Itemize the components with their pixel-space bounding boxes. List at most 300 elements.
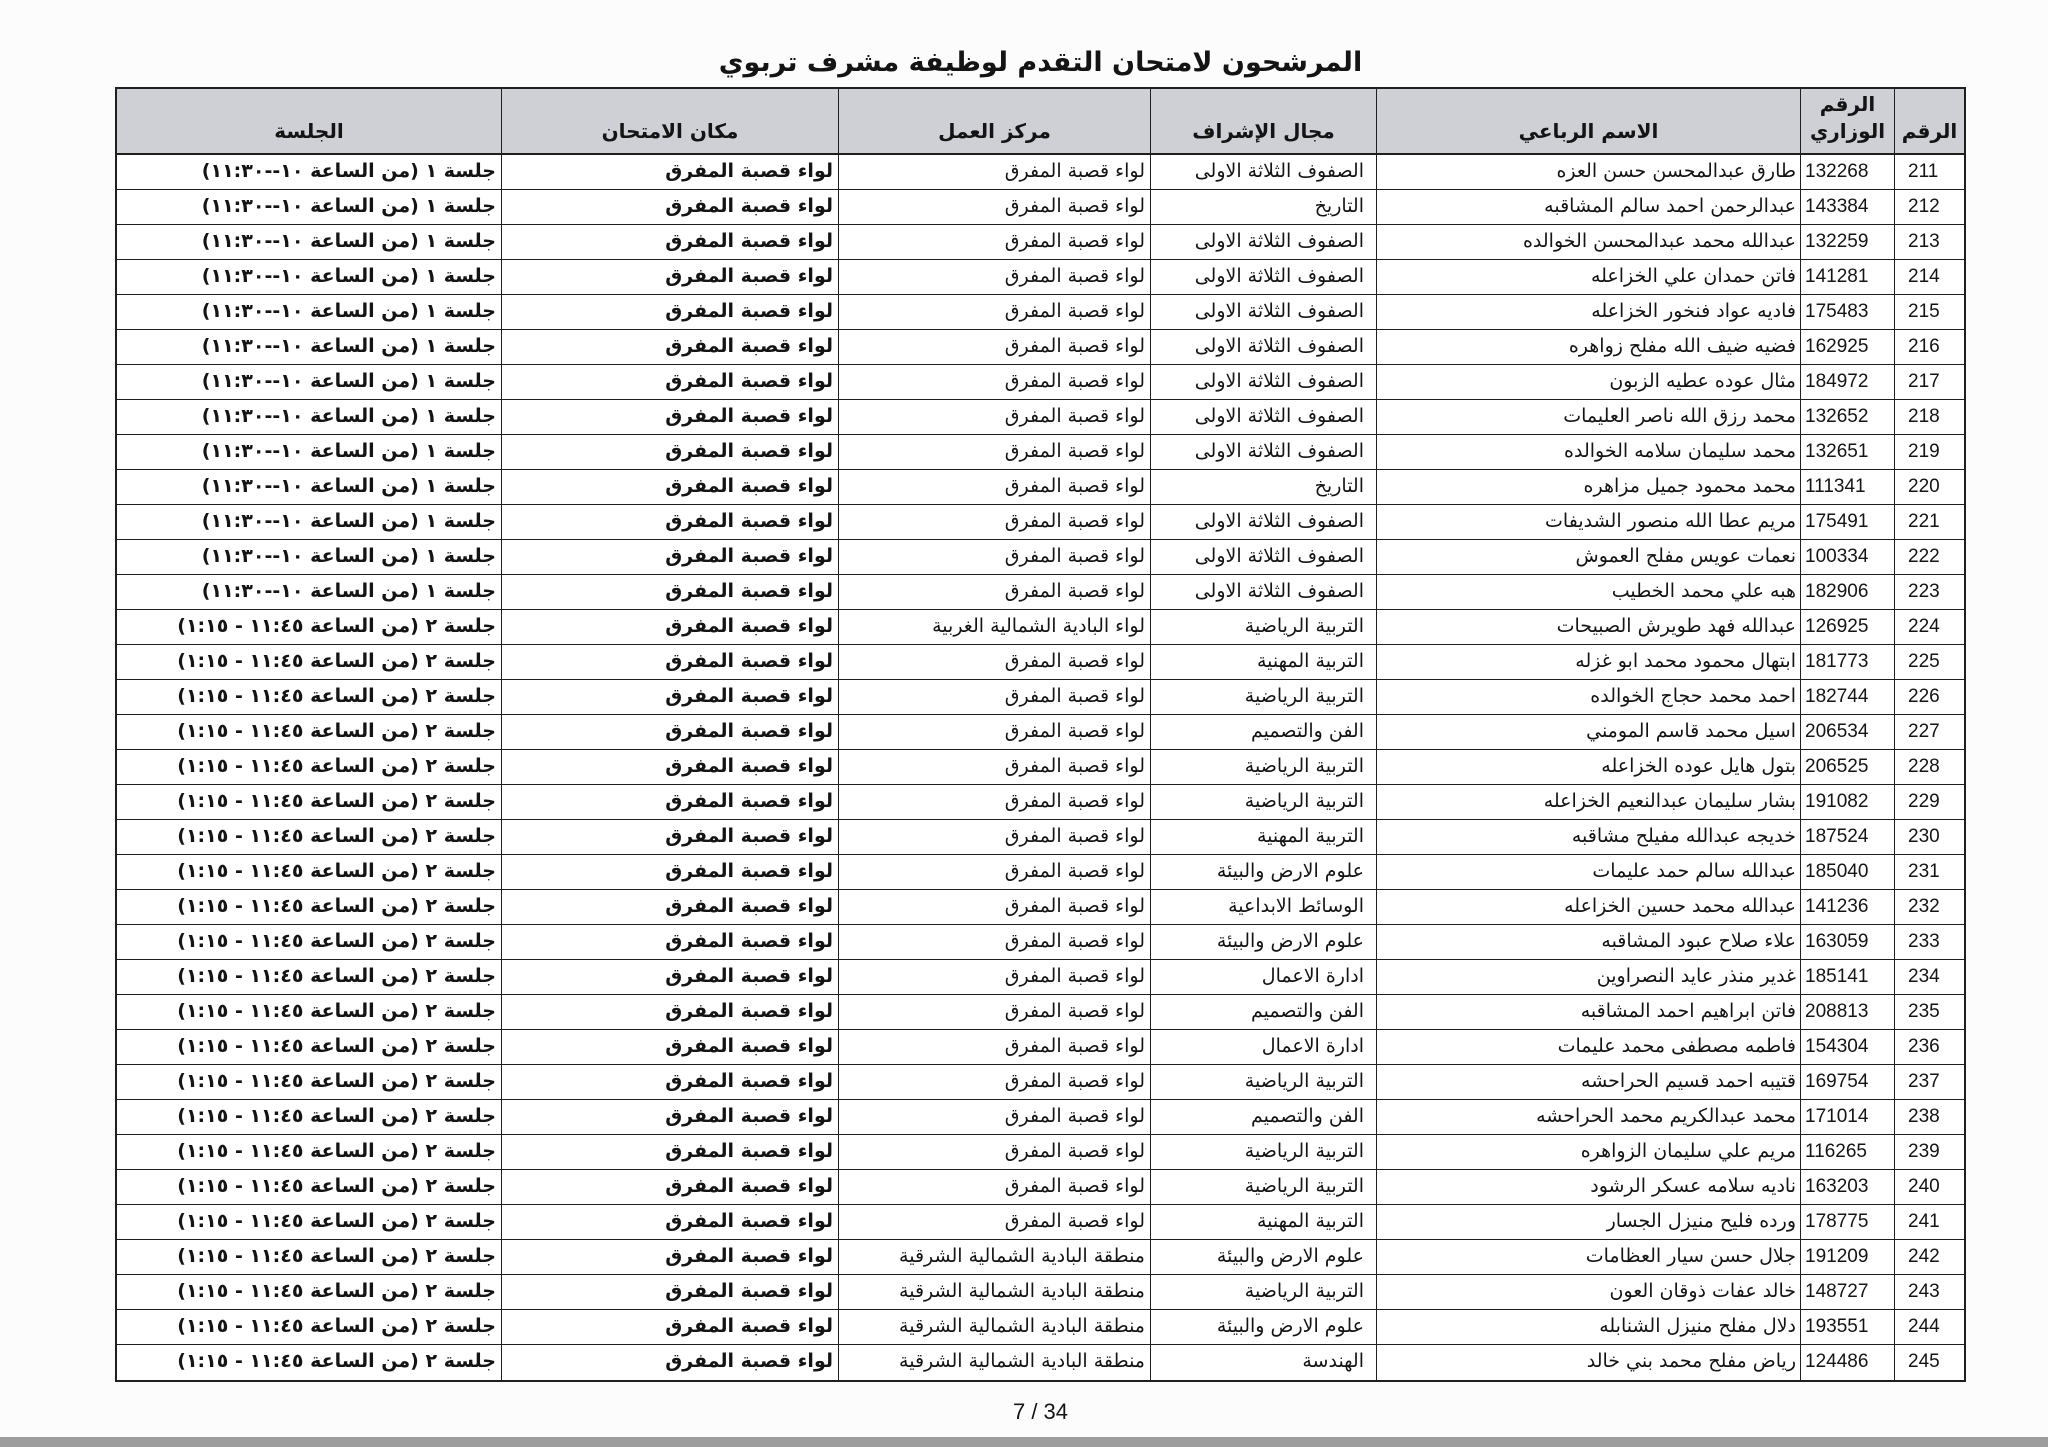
cell-ministry-number: 163203 — [1800, 1170, 1894, 1205]
cell-session: جلسة ٢ (من الساعة ١١:٤٥ - ١:١٥) — [117, 680, 501, 715]
cell-ministry-number: 124486 — [1800, 1345, 1894, 1380]
table-row — [117, 1065, 1964, 1100]
cell-supervision-field: علوم الارض والبيئة — [1150, 855, 1376, 890]
header-supervision-field — [1150, 89, 1376, 155]
cell-seq: 231 — [1894, 855, 1964, 890]
header-exam-location-label: مكان الامتحان — [601, 119, 739, 143]
cell-session: جلسة ١ (من الساعة ١٠--١١:٣٠) — [117, 470, 501, 505]
cell-ministry-number: 182906 — [1800, 575, 1894, 610]
table-header-row — [117, 89, 1964, 155]
cell-session: جلسة ٢ (من الساعة ١١:٤٥ - ١:١٥) — [117, 715, 501, 750]
cell-seq: 242 — [1894, 1240, 1964, 1275]
table-row — [117, 400, 1964, 435]
table-row — [117, 190, 1964, 225]
table-row — [117, 540, 1964, 575]
cell-exam-location: لواء قصبة المفرق — [501, 750, 838, 785]
cell-exam-location: لواء قصبة المفرق — [501, 1275, 838, 1310]
cell-supervision-field: الصفوف الثلاثة الاولى — [1150, 295, 1376, 330]
cell-ministry-number: 148727 — [1800, 1275, 1894, 1310]
cell-exam-location: لواء قصبة المفرق — [501, 680, 838, 715]
cell-work-center: لواء قصبة المفرق — [838, 330, 1150, 365]
cell-seq: 224 — [1894, 610, 1964, 645]
table-row — [117, 820, 1964, 855]
cell-ministry-number: 185141 — [1800, 960, 1894, 995]
candidates-table — [115, 87, 1966, 1382]
cell-seq: 226 — [1894, 680, 1964, 715]
cell-ministry-number: 154304 — [1800, 1030, 1894, 1065]
cell-seq: 222 — [1894, 540, 1964, 575]
header-seq-label: الرقم — [1901, 119, 1958, 143]
cell-supervision-field: التاريخ — [1150, 190, 1376, 225]
cell-ministry-number: 206534 — [1800, 715, 1894, 750]
cell-seq: 228 — [1894, 750, 1964, 785]
cell-work-center: لواء قصبة المفرق — [838, 890, 1150, 925]
cell-seq: 237 — [1894, 1065, 1964, 1100]
cell-work-center: لواء قصبة المفرق — [838, 190, 1150, 225]
cell-supervision-field: الصفوف الثلاثة الاولى — [1150, 155, 1376, 190]
cell-exam-location: لواء قصبة المفرق — [501, 1345, 838, 1380]
cell-work-center: لواء قصبة المفرق — [838, 1205, 1150, 1240]
cell-work-center: لواء قصبة المفرق — [838, 225, 1150, 260]
cell-full-name: جلال حسن سيار العظامات — [1376, 1240, 1800, 1275]
table-row — [117, 1310, 1964, 1345]
cell-supervision-field: التاريخ — [1150, 470, 1376, 505]
cell-work-center: لواء قصبة المفرق — [838, 575, 1150, 610]
cell-supervision-field: الصفوف الثلاثة الاولى — [1150, 505, 1376, 540]
cell-seq: 217 — [1894, 365, 1964, 400]
cell-session: جلسة ٢ (من الساعة ١١:٤٥ - ١:١٥) — [117, 1065, 501, 1100]
cell-full-name: خديجه عبدالله مفيلح مشاقبه — [1376, 820, 1800, 855]
cell-work-center: لواء قصبة المفرق — [838, 470, 1150, 505]
cell-exam-location: لواء قصبة المفرق — [501, 505, 838, 540]
cell-session: جلسة ٢ (من الساعة ١١:٤٥ - ١:١٥) — [117, 820, 501, 855]
cell-ministry-number: 141281 — [1800, 260, 1894, 295]
cell-exam-location: لواء قصبة المفرق — [501, 330, 838, 365]
table-row — [117, 505, 1964, 540]
cell-session: جلسة ١ (من الساعة ١٠--١١:٣٠) — [117, 400, 501, 435]
cell-exam-location: لواء قصبة المفرق — [501, 435, 838, 470]
cell-full-name: فاطمه مصطفى محمد عليمات — [1376, 1030, 1800, 1065]
cell-supervision-field: الصفوف الثلاثة الاولى — [1150, 400, 1376, 435]
cell-full-name: هبه علي محمد الخطيب — [1376, 575, 1800, 610]
table-row — [117, 1275, 1964, 1310]
cell-seq: 212 — [1894, 190, 1964, 225]
cell-seq: 245 — [1894, 1345, 1964, 1380]
cell-supervision-field: الوسائط الابداعية — [1150, 890, 1376, 925]
cell-session: جلسة ١ (من الساعة ١٠--١١:٣٠) — [117, 260, 501, 295]
cell-supervision-field: التربية الرياضية — [1150, 1135, 1376, 1170]
cell-supervision-field: الصفوف الثلاثة الاولى — [1150, 540, 1376, 575]
table-row — [117, 785, 1964, 820]
cell-seq: 211 — [1894, 155, 1964, 190]
cell-full-name: عبدالله فهد طويرش الصبيحات — [1376, 610, 1800, 645]
cell-work-center: لواء قصبة المفرق — [838, 820, 1150, 855]
cell-seq: 221 — [1894, 505, 1964, 540]
cell-ministry-number: 171014 — [1800, 1100, 1894, 1135]
cell-session: جلسة ٢ (من الساعة ١١:٤٥ - ١:١٥) — [117, 1030, 501, 1065]
cell-work-center: لواء قصبة المفرق — [838, 155, 1150, 190]
cell-work-center: لواء البادية الشمالية الغربية — [838, 610, 1150, 645]
cell-exam-location: لواء قصبة المفرق — [501, 855, 838, 890]
cell-seq: 225 — [1894, 645, 1964, 680]
cell-supervision-field: التربية الرياضية — [1150, 1065, 1376, 1100]
cell-exam-location: لواء قصبة المفرق — [501, 995, 838, 1030]
table-row — [117, 260, 1964, 295]
cell-ministry-number: 116265 — [1800, 1135, 1894, 1170]
cell-supervision-field: التربية الرياضية — [1150, 750, 1376, 785]
cell-exam-location: لواء قصبة المفرق — [501, 1205, 838, 1240]
cell-session: جلسة ٢ (من الساعة ١١:٤٥ - ١:١٥) — [117, 1310, 501, 1345]
cell-full-name: عبدالرحمن احمد سالم المشاقبه — [1376, 190, 1800, 225]
cell-exam-location: لواء قصبة المفرق — [501, 155, 838, 190]
table-row — [117, 855, 1964, 890]
cell-exam-location: لواء قصبة المفرق — [501, 225, 838, 260]
cell-work-center: لواء قصبة المفرق — [838, 855, 1150, 890]
header-exam-location — [501, 89, 838, 155]
table-row — [117, 470, 1964, 505]
cell-work-center: لواء قصبة المفرق — [838, 505, 1150, 540]
cell-full-name: احمد محمد حجاج الخوالده — [1376, 680, 1800, 715]
cell-session: جلسة ١ (من الساعة ١٠--١١:٣٠) — [117, 540, 501, 575]
cell-full-name: ناديه سلامه عسكر الرشود — [1376, 1170, 1800, 1205]
cell-full-name: محمد سليمان سلامه الخوالده — [1376, 435, 1800, 470]
cell-supervision-field: الصفوف الثلاثة الاولى — [1150, 260, 1376, 295]
cell-supervision-field: الفن والتصميم — [1150, 715, 1376, 750]
cell-session: جلسة ١ (من الساعة ١٠--١١:٣٠) — [117, 365, 501, 400]
cell-supervision-field: الصفوف الثلاثة الاولى — [1150, 330, 1376, 365]
cell-work-center: لواء قصبة المفرق — [838, 995, 1150, 1030]
cell-session: جلسة ٢ (من الساعة ١١:٤٥ - ١:١٥) — [117, 785, 501, 820]
cell-supervision-field: التربية الرياضية — [1150, 610, 1376, 645]
cell-full-name: فاتن ابراهيم احمد المشاقبه — [1376, 995, 1800, 1030]
cell-ministry-number: 175491 — [1800, 505, 1894, 540]
cell-work-center: لواء قصبة المفرق — [838, 400, 1150, 435]
table-row — [117, 575, 1964, 610]
table-row — [117, 715, 1964, 750]
cell-exam-location: لواء قصبة المفرق — [501, 1170, 838, 1205]
cell-seq: 227 — [1894, 715, 1964, 750]
cell-full-name: محمد محمود جميل مزاهره — [1376, 470, 1800, 505]
cell-session: جلسة ١ (من الساعة ١٠--١١:٣٠) — [117, 225, 501, 260]
cell-supervision-field: علوم الارض والبيئة — [1150, 1240, 1376, 1275]
cell-work-center: لواء قصبة المفرق — [838, 785, 1150, 820]
cell-full-name: عبدالله محمد عبدالمحسن الخوالده — [1376, 225, 1800, 260]
table-row — [117, 1030, 1964, 1065]
cell-session: جلسة ١ (من الساعة ١٠--١١:٣٠) — [117, 330, 501, 365]
cell-session: جلسة ١ (من الساعة ١٠--١١:٣٠) — [117, 190, 501, 225]
cell-supervision-field: الصفوف الثلاثة الاولى — [1150, 575, 1376, 610]
cell-seq: 232 — [1894, 890, 1964, 925]
cell-supervision-field: علوم الارض والبيئة — [1150, 1310, 1376, 1345]
cell-exam-location: لواء قصبة المفرق — [501, 715, 838, 750]
table-row — [117, 645, 1964, 680]
cell-supervision-field: ادارة الاعمال — [1150, 1030, 1376, 1065]
table-row — [117, 155, 1964, 190]
header-ministry-number-label: الرقم الوزاري — [1809, 92, 1886, 143]
table-row — [117, 925, 1964, 960]
cell-full-name: غدير منذر عايد النصراوين — [1376, 960, 1800, 995]
cell-supervision-field: التربية المهنية — [1150, 820, 1376, 855]
cell-supervision-field: ادارة الاعمال — [1150, 960, 1376, 995]
cell-session: جلسة ٢ (من الساعة ١١:٤٥ - ١:١٥) — [117, 1240, 501, 1275]
cell-work-center: لواء قصبة المفرق — [838, 715, 1150, 750]
cell-work-center: لواء قصبة المفرق — [838, 365, 1150, 400]
cell-supervision-field: التربية المهنية — [1150, 645, 1376, 680]
cell-work-center: لواء قصبة المفرق — [838, 260, 1150, 295]
table-row — [117, 1170, 1964, 1205]
cell-session: جلسة ٢ (من الساعة ١١:٤٥ - ١:١٥) — [117, 750, 501, 785]
cell-work-center: منطقة البادية الشمالية الشرقية — [838, 1345, 1150, 1380]
cell-work-center: لواء قصبة المفرق — [838, 1030, 1150, 1065]
header-work-center-label: مركز العمل — [938, 119, 1051, 143]
cell-full-name: بشار سليمان عبدالنعيم الخزاعله — [1376, 785, 1800, 820]
page-number: 7 / 34 — [1012, 1399, 1069, 1424]
cell-ministry-number: 100334 — [1800, 540, 1894, 575]
cell-seq: 235 — [1894, 995, 1964, 1030]
table-row — [117, 1205, 1964, 1240]
cell-full-name: ورده فليح منيزل الجسار — [1376, 1205, 1800, 1240]
table-row — [117, 330, 1964, 365]
table-row — [117, 890, 1964, 925]
cell-session: جلسة ٢ (من الساعة ١١:٤٥ - ١:١٥) — [117, 1135, 501, 1170]
cell-exam-location: لواء قصبة المفرق — [501, 1240, 838, 1275]
cell-work-center: لواء قصبة المفرق — [838, 435, 1150, 470]
table-row — [117, 435, 1964, 470]
header-work-center — [838, 89, 1150, 155]
cell-exam-location: لواء قصبة المفرق — [501, 1310, 838, 1345]
cell-ministry-number: 132268 — [1800, 155, 1894, 190]
cell-ministry-number: 206525 — [1800, 750, 1894, 785]
cell-ministry-number: 163059 — [1800, 925, 1894, 960]
cell-full-name: مثال عوده عطيه الزبون — [1376, 365, 1800, 400]
table-row — [117, 960, 1964, 995]
cell-seq: 223 — [1894, 575, 1964, 610]
cell-supervision-field: الهندسة — [1150, 1345, 1376, 1380]
cell-session: جلسة ٢ (من الساعة ١١:٤٥ - ١:١٥) — [117, 610, 501, 645]
cell-exam-location: لواء قصبة المفرق — [501, 925, 838, 960]
cell-full-name: فاديه عواد فنخور الخزاعله — [1376, 295, 1800, 330]
cell-seq: 243 — [1894, 1275, 1964, 1310]
cell-exam-location: لواء قصبة المفرق — [501, 1065, 838, 1100]
cell-seq: 214 — [1894, 260, 1964, 295]
header-full-name-label: الاسم الرباعي — [1518, 119, 1659, 143]
header-session — [117, 89, 501, 155]
cell-ministry-number: 193551 — [1800, 1310, 1894, 1345]
cell-session: جلسة ٢ (من الساعة ١١:٤٥ - ١:١٥) — [117, 890, 501, 925]
cell-ministry-number: 141236 — [1800, 890, 1894, 925]
cell-seq: 244 — [1894, 1310, 1964, 1345]
cell-session: جلسة ٢ (من الساعة ١١:٤٥ - ١:١٥) — [117, 925, 501, 960]
cell-full-name: عبدالله سالم حمد عليمات — [1376, 855, 1800, 890]
cell-work-center: منطقة البادية الشمالية الشرقية — [838, 1310, 1150, 1345]
cell-exam-location: لواء قصبة المفرق — [501, 1135, 838, 1170]
cell-exam-location: لواء قصبة المفرق — [501, 1100, 838, 1135]
table-row — [117, 365, 1964, 400]
cell-work-center: لواء قصبة المفرق — [838, 645, 1150, 680]
cell-supervision-field: الصفوف الثلاثة الاولى — [1150, 225, 1376, 260]
cell-full-name: اسيل محمد قاسم المومني — [1376, 715, 1800, 750]
cell-session: جلسة ٢ (من الساعة ١١:٤٥ - ١:١٥) — [117, 960, 501, 995]
cell-ministry-number: 169754 — [1800, 1065, 1894, 1100]
cell-exam-location: لواء قصبة المفرق — [501, 400, 838, 435]
cell-supervision-field: علوم الارض والبيئة — [1150, 925, 1376, 960]
header-seq — [1894, 89, 1964, 155]
cell-supervision-field: الفن والتصميم — [1150, 995, 1376, 1030]
cell-exam-location: لواء قصبة المفرق — [501, 295, 838, 330]
cell-supervision-field: التربية الرياضية — [1150, 785, 1376, 820]
cell-full-name: مريم عطا الله منصور الشديفات — [1376, 505, 1800, 540]
cell-supervision-field: الفن والتصميم — [1150, 1100, 1376, 1135]
cell-session: جلسة ٢ (من الساعة ١١:٤٥ - ١:١٥) — [117, 645, 501, 680]
cell-full-name: قتيبه احمد قسيم الحراحشه — [1376, 1065, 1800, 1100]
cell-full-name: محمد عبدالكريم محمد الحراحشه — [1376, 1100, 1800, 1135]
cell-full-name: عبدالله محمد حسين الخزاعله — [1376, 890, 1800, 925]
cell-full-name: ابتهال محمود محمد ابو غزله — [1376, 645, 1800, 680]
cell-supervision-field: الصفوف الثلاثة الاولى — [1150, 435, 1376, 470]
cell-work-center: لواء قصبة المفرق — [838, 295, 1150, 330]
cell-exam-location: لواء قصبة المفرق — [501, 365, 838, 400]
cell-exam-location: لواء قصبة المفرق — [501, 890, 838, 925]
cell-seq: 220 — [1894, 470, 1964, 505]
cell-seq: 234 — [1894, 960, 1964, 995]
cell-full-name: محمد رزق الله ناصر العليمات — [1376, 400, 1800, 435]
cell-seq: 219 — [1894, 435, 1964, 470]
cell-ministry-number: 132259 — [1800, 225, 1894, 260]
cell-ministry-number: 181773 — [1800, 645, 1894, 680]
cell-full-name: بتول هايل عوده الخزاعله — [1376, 750, 1800, 785]
cell-full-name: فاتن حمدان علي الخزاعله — [1376, 260, 1800, 295]
cell-seq: 230 — [1894, 820, 1964, 855]
cell-full-name: دلال مفلح منيزل الشنابله — [1376, 1310, 1800, 1345]
cell-work-center: لواء قصبة المفرق — [838, 540, 1150, 575]
cell-supervision-field: التربية الرياضية — [1150, 680, 1376, 715]
cell-seq: 239 — [1894, 1135, 1964, 1170]
cell-session: جلسة ١ (من الساعة ١٠--١١:٣٠) — [117, 155, 501, 190]
cell-exam-location: لواء قصبة المفرق — [501, 540, 838, 575]
cell-work-center: لواء قصبة المفرق — [838, 750, 1150, 785]
cell-full-name: علاء صلاح عبود المشاقبه — [1376, 925, 1800, 960]
table-row — [117, 680, 1964, 715]
cell-ministry-number: 208813 — [1800, 995, 1894, 1030]
table-row — [117, 1240, 1964, 1275]
cell-ministry-number: 187524 — [1800, 820, 1894, 855]
cell-full-name: نعمات عويس مفلح العموش — [1376, 540, 1800, 575]
cell-session: جلسة ٢ (من الساعة ١١:٤٥ - ١:١٥) — [117, 1170, 501, 1205]
cell-exam-location: لواء قصبة المفرق — [501, 470, 838, 505]
cell-exam-location: لواء قصبة المفرق — [501, 1030, 838, 1065]
cell-session: جلسة ٢ (من الساعة ١١:٤٥ - ١:١٥) — [177, 1350, 496, 1372]
cell-session: جلسة ٢ (من الساعة ١١:٤٥ - ١:١٥) — [117, 1275, 501, 1310]
cell-seq: 236 — [1894, 1030, 1964, 1065]
cell-work-center: لواء قصبة المفرق — [838, 1170, 1150, 1205]
table-row — [117, 295, 1964, 330]
table-row — [117, 610, 1964, 645]
cell-ministry-number: 175483 — [1800, 295, 1894, 330]
cell-work-center: لواء قصبة المفرق — [838, 925, 1150, 960]
cell-seq: 218 — [1894, 400, 1964, 435]
cell-seq: 213 — [1894, 225, 1964, 260]
cell-exam-location: لواء قصبة المفرق — [501, 260, 838, 295]
cell-full-name: فضيه ضيف الله مفلح زواهره — [1376, 330, 1800, 365]
cell-supervision-field: الصفوف الثلاثة الاولى — [1150, 365, 1376, 400]
cell-session: جلسة ٢ (من الساعة ١١:٤٥ - ١:١٥) — [117, 855, 501, 890]
cell-work-center: لواء قصبة المفرق — [838, 1100, 1150, 1135]
cell-ministry-number: 143384 — [1800, 190, 1894, 225]
cell-ministry-number: 126925 — [1800, 610, 1894, 645]
cell-ministry-number: 132652 — [1800, 400, 1894, 435]
cell-session: جلسة ٢ (من الساعة ١١:٤٥ - ١:١٥) — [117, 1205, 501, 1240]
cell-ministry-number: 162925 — [1800, 330, 1894, 365]
table-row — [117, 225, 1964, 260]
cell-supervision-field: التربية المهنية — [1150, 1205, 1376, 1240]
cell-work-center: لواء قصبة المفرق — [838, 1065, 1150, 1100]
cell-seq: 229 — [1894, 785, 1964, 820]
cell-ministry-number: 111341 — [1800, 470, 1894, 505]
cell-work-center: لواء قصبة المفرق — [838, 960, 1150, 995]
cell-exam-location: لواء قصبة المفرق — [501, 645, 838, 680]
cell-ministry-number: 132651 — [1800, 435, 1894, 470]
header-ministry-number — [1800, 89, 1894, 155]
cell-full-name: مريم علي سليمان الزواهره — [1376, 1135, 1800, 1170]
cell-exam-location: لواء قصبة المفرق — [501, 785, 838, 820]
header-supervision-field-label: مجال الإشراف — [1192, 119, 1335, 143]
table-row — [117, 995, 1964, 1030]
cell-work-center: لواء قصبة المفرق — [838, 680, 1150, 715]
cell-full-name: خالد عفات ذوقان العون — [1376, 1275, 1800, 1310]
cell-exam-location: لواء قصبة المفرق — [501, 575, 838, 610]
cell-seq: 240 — [1894, 1170, 1964, 1205]
cell-work-center: منطقة البادية الشمالية الشرقية — [838, 1275, 1150, 1310]
header-full-name — [1376, 89, 1800, 155]
cell-supervision-field: التربية الرياضية — [1150, 1275, 1376, 1310]
table-row — [117, 1135, 1964, 1170]
cell-session: جلسة ١ (من الساعة ١٠--١١:٣٠) — [117, 435, 501, 470]
cell-ministry-number: 184972 — [1800, 365, 1894, 400]
cell-exam-location: لواء قصبة المفرق — [501, 820, 838, 855]
cell-seq: 216 — [1894, 330, 1964, 365]
table-row — [117, 750, 1964, 785]
cell-session: جلسة ١ (من الساعة ١٠--١١:٣٠) — [117, 505, 501, 540]
table-row — [117, 1345, 1964, 1380]
cell-session: جلسة ٢ (من الساعة ١١:٤٥ - ١:١٥) — [117, 995, 501, 1030]
cell-supervision-field: التربية الرياضية — [1150, 1170, 1376, 1205]
cell-ministry-number: 191082 — [1800, 785, 1894, 820]
cell-session: جلسة ١ (من الساعة ١٠--١١:٣٠) — [117, 575, 501, 610]
cell-seq: 215 — [1894, 295, 1964, 330]
cell-session: جلسة ١ (من الساعة ١٠--١١:٣٠) — [117, 295, 501, 330]
cell-work-center: لواء قصبة المفرق — [838, 1135, 1150, 1170]
cell-seq: 238 — [1894, 1100, 1964, 1135]
page-title: المرشحون لامتحان التقدم لوظيفة مشرف تربوي — [718, 47, 1363, 78]
cell-exam-location: لواء قصبة المفرق — [501, 190, 838, 225]
table-row — [117, 1100, 1964, 1135]
cell-ministry-number: 178775 — [1800, 1205, 1894, 1240]
cell-ministry-number: 182744 — [1800, 680, 1894, 715]
cell-ministry-number: 191209 — [1800, 1240, 1894, 1275]
cell-exam-location: لواء قصبة المفرق — [501, 960, 838, 995]
scan-edge — [0, 1437, 2048, 1447]
cell-session: جلسة ٢ (من الساعة ١١:٤٥ - ١:١٥) — [117, 1100, 501, 1135]
cell-seq: 233 — [1894, 925, 1964, 960]
cell-ministry-number: 185040 — [1800, 855, 1894, 890]
cell-exam-location: لواء قصبة المفرق — [501, 610, 838, 645]
cell-work-center: منطقة البادية الشمالية الشرقية — [838, 1240, 1150, 1275]
table-body — [117, 155, 1964, 1380]
cell-full-name: رياض مفلح محمد بني خالد — [1376, 1345, 1800, 1380]
header-session-label: الجلسة — [274, 119, 344, 143]
cell-seq: 241 — [1894, 1205, 1964, 1240]
cell-full-name: طارق عبدالمحسن حسن العزه — [1376, 155, 1800, 190]
